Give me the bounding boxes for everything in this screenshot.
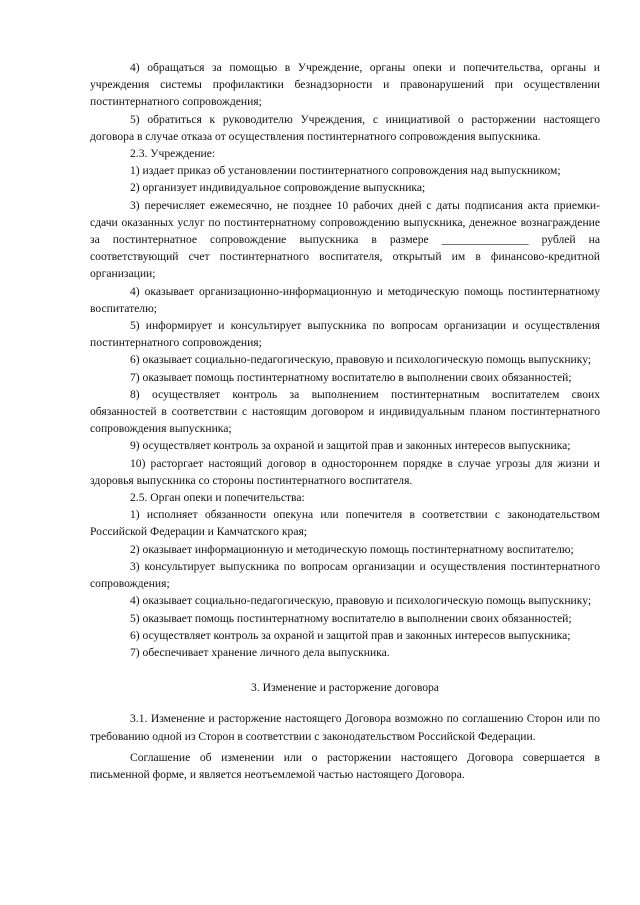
paragraph-institution-4: 4) оказывает организационно-информационную и методическую помощь постинтернатному воспитателю;: [90, 284, 600, 315]
paragraph-guardianship-1: 1) исполняет обязанности опекуна или попечителя в соответствии с законодательством Российской Федерации и Камчатского края;: [90, 508, 600, 539]
paragraph-institution-3: 3) перечисляет ежемесячно, не позднее 10 рабочих дней с даты подписания акта приемки-сдачи оказанных услуг по постинтернатному сопровождению выпускника, денежное вознаграждение за постинтернатное сопровождение выпускника в размере _______________ рублей на соответствующий счет постинтернатного воспитателя, открытый им в финансово-кредитной организации;: [90, 198, 600, 281]
paragraph-guardianship-5: 5) оказывает помощь постинтернатному воспитателю в выполнении своих обязанностей;: [130, 611, 572, 625]
paragraph-amendment-3-1: 3.1. Изменение и расторжение настоящего Договора возможно по соглашению Сторон или по требованию одной из Сторон в соответствии с законодательством Российской Федерации.: [90, 712, 600, 743]
paragraph-guardianship-7: 7) обеспечивает хранение личного дела выпускника.: [130, 645, 390, 659]
paragraph-institution-2: 2) организует индивидуальное сопровождение выпускника;: [130, 181, 426, 195]
paragraph-guardian-right-5: 5) обратиться к руководителю Учреждения, с инициативой о расторжении настоящего договора в случае отказа от осуществления постинтернатного сопровождения выпускника.: [90, 112, 600, 143]
subsection-heading-2-5: 2.5. Орган опеки и попечительства:: [130, 491, 305, 505]
paragraph-guardianship-3: 3) консультирует выпускника по вопросам организации и осуществления постинтернатного сопровождения;: [90, 559, 600, 591]
paragraph-amendment-agreement: Соглашение об изменении или о расторжении настоящего Договора совершается в письменной форме, и является неотъемлемой частью настоящего Договора.: [90, 750, 600, 781]
paragraph-institution-6: 6) оказывает социально-педагогическую, правовую и психологическую помощь выпускнику;: [130, 353, 592, 367]
paragraph-institution-10: 10) расторгает настоящий договор в одностороннем порядке в случае угрозы для жизни и здоровья выпускника со стороны постинтернатного воспитателя.: [90, 456, 600, 487]
paragraph-institution-9: 9) осуществляет контроль за охраной и защитой прав и законных интересов выпускника;: [130, 439, 571, 453]
subsection-heading-2-3: 2.3. Учреждение:: [130, 147, 216, 161]
paragraph-guardianship-2: 2) оказывает информационную и методическую помощь постинтернатному воспитателю;: [130, 542, 574, 556]
paragraph-guardian-right-4: 4) обращаться за помощью в Учреждение, органы опеки и попечительства, органы и учреждения системы профилактики безнадзорности и правонарушений при осуществлении постинтернатного сопровождения;: [90, 61, 600, 109]
paragraph-institution-5: 5) информирует и консультирует выпускника по вопросам организации и осуществления постинтернатного сопровождения;: [90, 319, 600, 350]
paragraph-institution-7: 7) оказывает помощь постинтернатному воспитателю в выполнении своих обязанностей;: [130, 370, 572, 384]
paragraph-institution-8: 8) осуществляет контроль за выполнением постинтернатным воспитателем своих обязанностей в соответствии с настоящим договором и индивидуальным планом постинтернатного сопровождения выпускника;: [90, 387, 600, 436]
paragraph-guardianship-4: 4) оказывает социально-педагогическую, правовую и психологическую помощь выпускнику;: [130, 594, 592, 608]
paragraph-guardianship-6: 6) осуществляет контроль за охраной и защитой прав и законных интересов выпускника;: [130, 628, 571, 642]
paragraph-institution-1: 1) издает приказ об установлении постинтернатного сопровождения над выпускником;: [130, 164, 561, 178]
section-title: 3. Изменение и расторжение договора: [251, 681, 439, 695]
